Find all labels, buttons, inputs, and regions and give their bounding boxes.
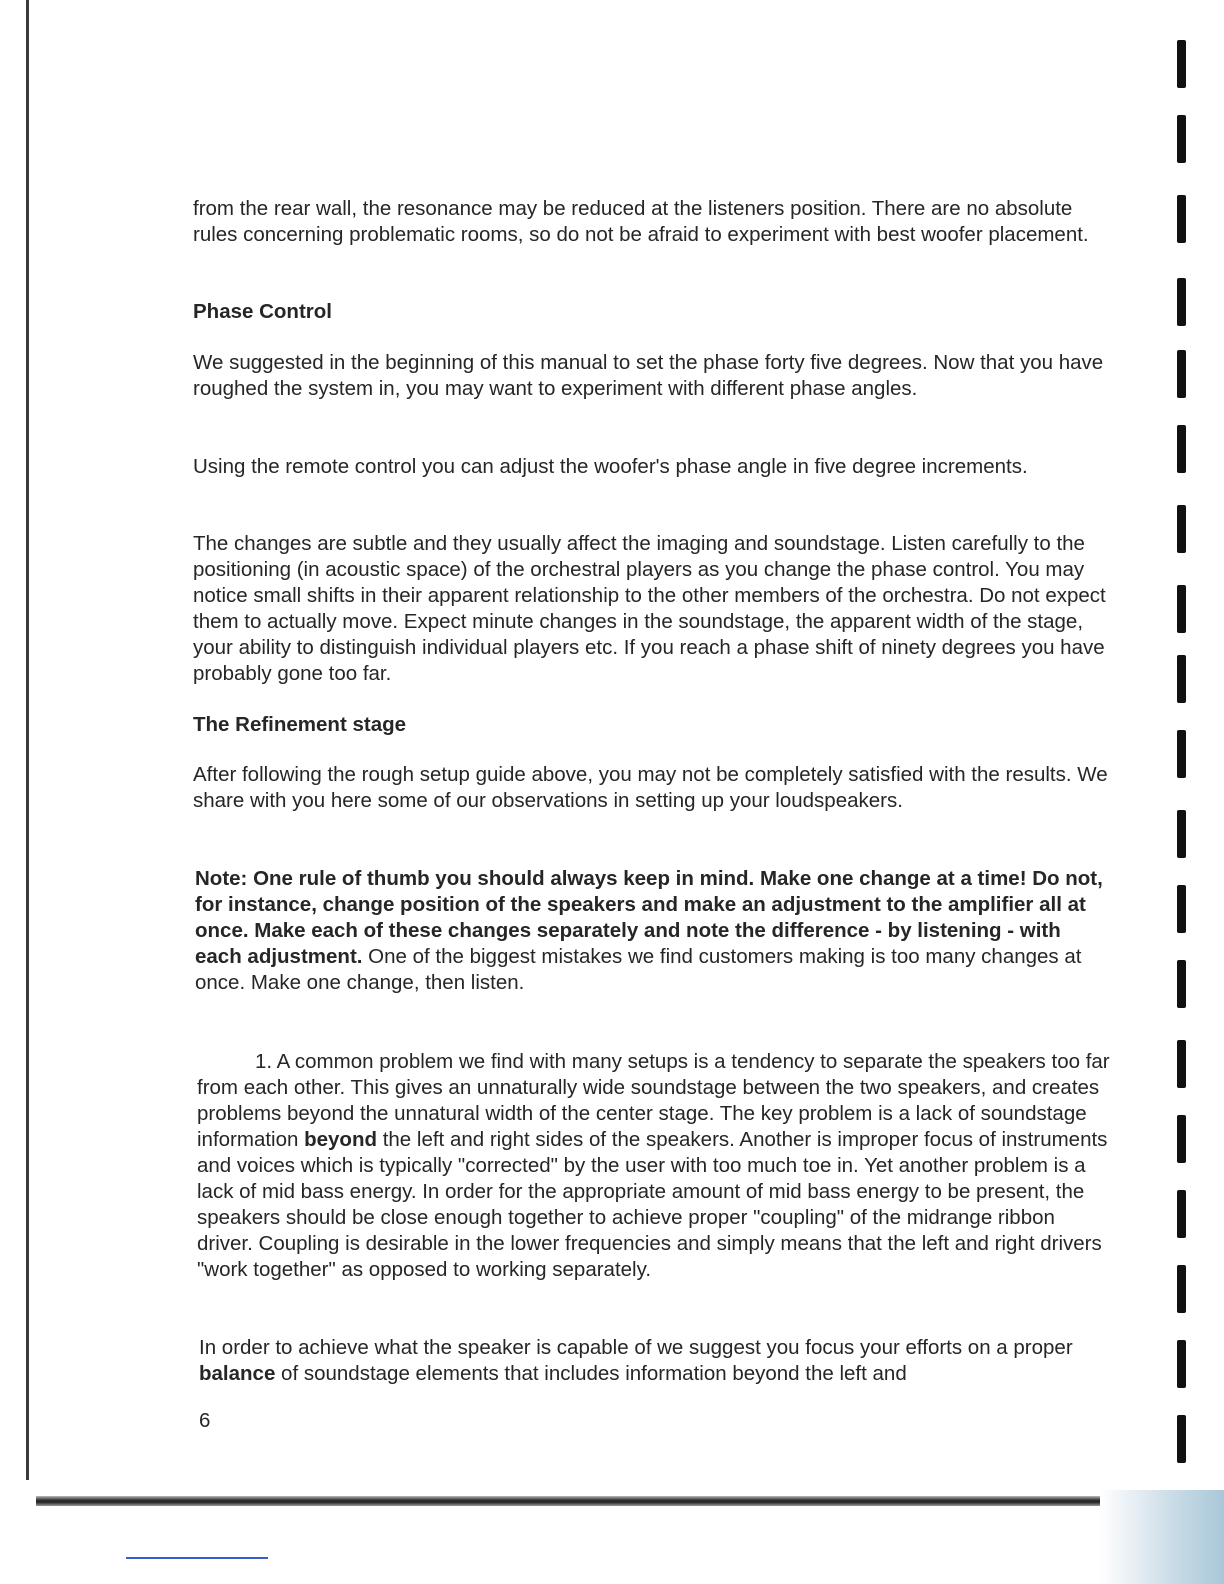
final-paragraph bbox=[199, 1335, 1114, 1387]
intro-paragraph: from the rear wall, the resonance may be reduced at the listeners position. There are no absolute rules concerning problematic rooms, so do not be afraid to experiment with best woofer placement. bbox=[193, 197, 1089, 246]
binding-hole bbox=[1177, 1190, 1186, 1238]
binding-hole bbox=[1177, 195, 1186, 243]
binding-hole bbox=[1177, 810, 1186, 858]
binding-hole bbox=[1177, 1340, 1186, 1388]
note-bold-text: Note: One rule of thumb you should always keep in mind. Make one change at a time! Do not, for instance, change position of the speakers and make an adjustment to the amplifier all at once. Make each of these changes separately and note the difference - by listening - with each adjustment. bbox=[195, 867, 1103, 968]
binding-hole bbox=[1177, 115, 1186, 163]
binding-hole bbox=[1177, 1115, 1186, 1163]
binding-hole bbox=[1177, 505, 1186, 553]
phase-paragraph-3: The changes are subtle and they usually affect the imaging and soundstage. Listen carefully to the positioning (in acoustic space) of the orchestral players as you change the phase control. You may notice small shifts in their apparent relationship to the other members of the orchestra. Do not expect them to actually move. Expect minute changes in the soundstage, the apparent width of the stage, your ability to distinguish individual players etc. If you reach a phase shift of ninety degrees you have probably gone too far. bbox=[193, 532, 1106, 685]
left-margin-rule bbox=[26, 0, 29, 1480]
binding-hole bbox=[1177, 350, 1186, 398]
refinement-paragraph: After following the rough setup guide above, you may not be completely satisfied with the results. We share with you here some of our observations in setting up your loudspeakers. bbox=[193, 763, 1108, 812]
binding-hole bbox=[1177, 1040, 1186, 1088]
last-bold: balance bbox=[199, 1362, 276, 1385]
last-text-b: of soundstage elements that includes information beyond the left and bbox=[275, 1362, 907, 1385]
binding-hole bbox=[1177, 655, 1186, 703]
spiral-binding bbox=[1177, 20, 1191, 1460]
item1-bold: beyond bbox=[304, 1128, 378, 1151]
item1-text-a: 1. A common problem we find with many setups is a tendency to separate the speakers too far from each other. This gives an unnaturally wide soundstage between the two speakers, and creates problems beyond the unnatural width of the center stage. The key problem is a lack of soundstage information bbox=[197, 1050, 1110, 1151]
heading-phase-control: Phase Control bbox=[193, 300, 332, 323]
binding-hole bbox=[1177, 278, 1186, 326]
numbered-item-1 bbox=[197, 1049, 1112, 1283]
blue-underline-mark bbox=[126, 1557, 268, 1559]
page-number: 6 bbox=[199, 1409, 211, 1432]
note-plain-text: One of the biggest mistakes we find customers making is too many changes at once. Make one change, then listen. bbox=[195, 945, 1082, 994]
note-paragraph bbox=[195, 866, 1110, 996]
item1-text-b: the left and right sides of the speakers. Another is improper focus of instruments and voices which is typically "corrected" by the user with too much toe in. Yet another problem is a lack of mid bass energy. In order for the appropriate amount of mid bass energy to be present, the speakers should be close enough together to achieve proper "coupling" of the midrange ribbon driver. Coupling is desirable in the lower frequencies and simply means that the left and right drivers "work together" as opposed to working separately. bbox=[197, 1128, 1108, 1281]
phase-paragraph-1: We suggested in the beginning of this manual to set the phase forty five degrees. Now that you have roughed the system in, you may want to experiment with different phase angles. bbox=[193, 351, 1104, 400]
phase-paragraph-2: Using the remote control you can adjust the woofer's phase angle in five degree increments. bbox=[193, 455, 1028, 478]
binding-hole bbox=[1177, 585, 1186, 633]
page-bottom-edge bbox=[36, 1496, 1184, 1506]
binding-hole bbox=[1177, 425, 1186, 473]
binding-hole bbox=[1177, 40, 1186, 88]
binding-hole bbox=[1177, 730, 1186, 778]
scan-shadow bbox=[1100, 1490, 1224, 1584]
binding-hole bbox=[1177, 885, 1186, 933]
binding-hole bbox=[1177, 1265, 1186, 1313]
binding-hole bbox=[1177, 960, 1186, 1008]
heading-refinement-stage: The Refinement stage bbox=[193, 713, 407, 736]
last-text-a: In order to achieve what the speaker is capable of we suggest you focus your efforts on a proper bbox=[199, 1336, 1073, 1359]
binding-hole bbox=[1177, 1415, 1186, 1463]
